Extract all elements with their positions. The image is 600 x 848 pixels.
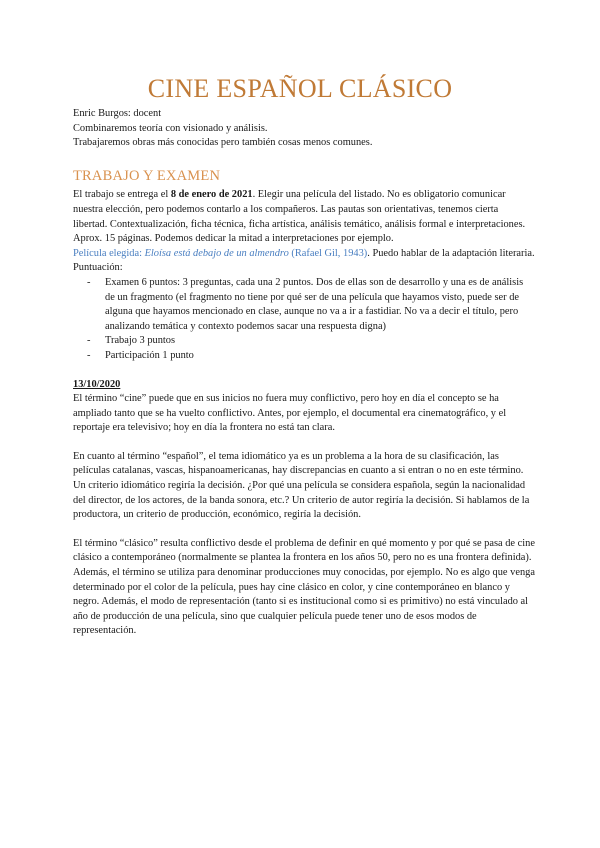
trabajo-text-a: El trabajo se entrega el	[73, 189, 171, 201]
paragraph-cine: El término “cine” puede que en sus inicios no fuera muy conflictivo, pero hoy en día el concepto se ha ampliado tanto que se ha vuelto conflictivo. Antes, por ejemplo, el documental era cinematográfico, y el reportaje era televisivo; hoy en día la frontera no está tan clara.	[73, 393, 507, 434]
chosen-film-meta: (Rafael Gil, 1943)	[288, 247, 368, 259]
paragraph-clasico: El término “clásico” resulta conflictivo desde el problema de definir en qué momento y por qué se pasa de cine clásico a contemporáneo (normalmente se plantea la frontera en los años 50, pero no es una frontera definida). Además, el término se utiliza para denominar producciones muy conocidas, por ejemplo. No es algo que venga determinado por el color de la película, pues hay cine clásico en color, y cine contemporáneo en blanco y negro. Además, el modo de representación (tanto si es institucional como si es primitivo) no está vinculado al año de producción de una película, sino que cualquier película puede tener uno de esos modos de representación.	[73, 537, 535, 637]
deadline-date: 8 de enero de 2021	[170, 189, 253, 201]
section-heading-trabajo: TRABAJO Y EXAMEN	[73, 167, 221, 184]
chosen-film-label: Película elegida:	[73, 247, 145, 259]
intro-line-2: Combinaremos teoría con visionado y análisis.	[73, 122, 268, 134]
score-item-participation: - Participación 1 punto	[73, 349, 535, 364]
score-list	[73, 276, 535, 364]
document-body	[73, 107, 535, 639]
page-title: CINE ESPAÑOL CLÁSICO	[147, 74, 453, 103]
score-label: Puntuación:	[73, 262, 123, 274]
score-item-exam: - Examen 6 puntos: 3 preguntas, cada una 2 puntos. Dos de ellas son de desarrollo y una es de análisis de un fragmento (el fragmento no tiene por qué ser de una película que hayamos visto, puede ser de alguna que hayamos mencionado en clase, aunque no va a ir a fastidiar. No va a decir el título, pero analizando temática y contexto podemos sacar una respuesta digna)	[73, 276, 535, 334]
chosen-film-title: Eloísa está debajo de un almendro	[144, 247, 289, 259]
paragraph-espanol: En cuanto al término “español”, el tema idiomático ya es un problema a la hora de su clasificación, las películas catalanas, vascas, hispanoamericanas, hay discrepancias en cuanto a si entran o no en este término. Un criterio idiomático regiría la decisión. ¿Por qué una película se considera española, según la nacionalidad del director, de los actores, de la banda sonora, etc.? Un criterio de autor regiría la decisión. Si hablamos de la productora, un criterio de producción, económico, regiría la decisión.	[73, 450, 530, 521]
session-date: 13/10/2020	[73, 378, 121, 390]
trabajo-paragraph	[73, 188, 535, 246]
score-item-work: - Trabajo 3 puntos	[73, 334, 535, 349]
intro-line-3: Trabajaremos obras más conocidas pero también cosas menos comunes.	[73, 137, 373, 149]
chosen-film-note: . Puedo hablar de la adaptación literaria.	[367, 247, 535, 259]
trabajo-text-b: . Elegir una película del listado. No es obligatorio comunicar nuestra elección, pero podemos contarlo a los compañeros. Las pautas son orientativas, tenemos cierta libertad. Contextualización, ficha técnica, ficha artística, análisis temático, análisis formal e interpretaciones. Aprox. 15 páginas. Podemos dedicar la mitad a interpretaciones por ejemplo.	[73, 189, 526, 245]
chosen-film-line	[73, 247, 535, 262]
intro-line-1: Enric Burgos: docent	[73, 108, 162, 119]
